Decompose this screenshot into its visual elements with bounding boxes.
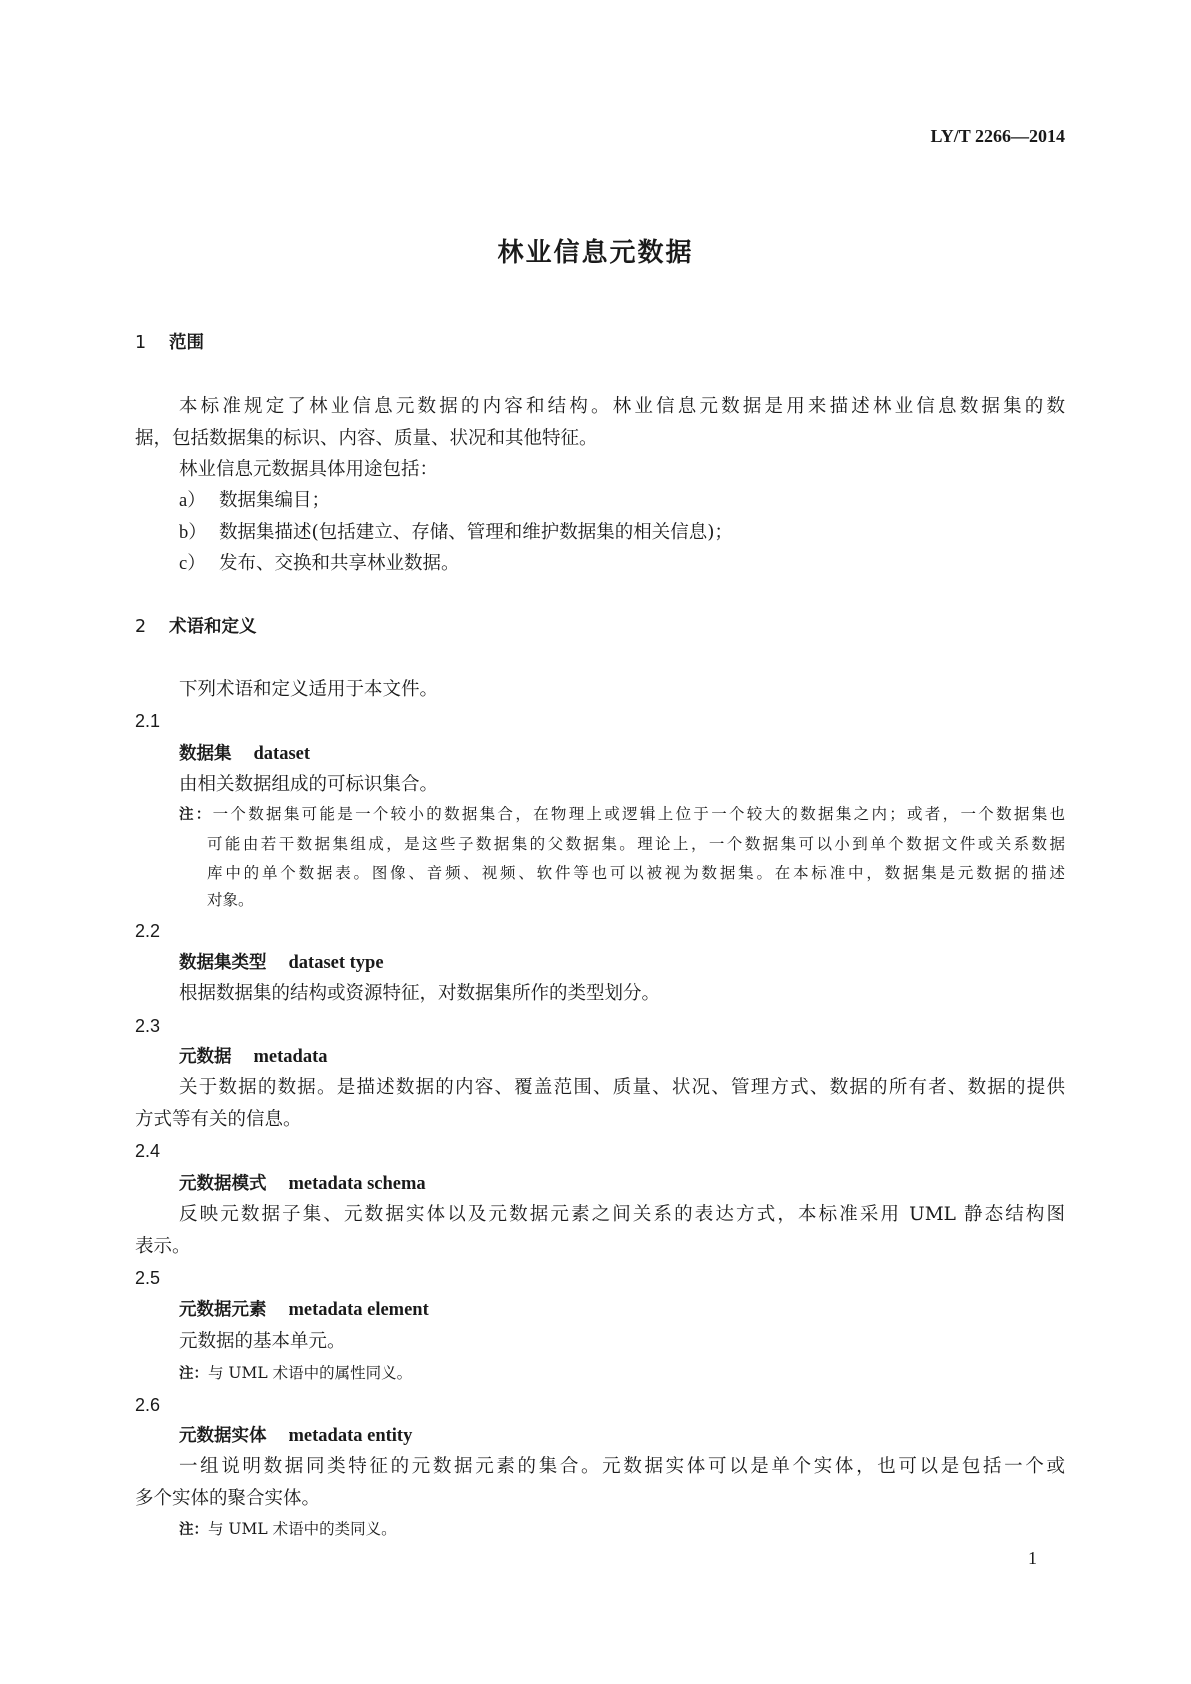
- term-en: metadata entity: [288, 1426, 413, 1446]
- term-zh: 数据集类型: [179, 953, 267, 973]
- definition: 根据数据集的结构或资源特征，对数据集所作的类型划分。: [179, 983, 661, 1004]
- definition-line: 反映元数据子集、元数据实体以及元数据元素之间关系的表达方式，本标准采用 UML 静态结构图: [179, 1204, 1065, 1225]
- section-title: 范围: [169, 333, 204, 353]
- term-en: dataset type: [288, 953, 384, 973]
- section-heading-1: [135, 328, 1065, 358]
- term-heading: [179, 948, 1065, 978]
- definition: 元数据的基本单元。: [179, 1331, 346, 1352]
- page-title: 林业信息元数据: [497, 238, 694, 268]
- term-heading: [179, 1295, 1065, 1325]
- definition-line: 关于数据的数据。是描述数据的内容、覆盖范围、质量、状况、管理方式、数据的所有者、数据的提供: [179, 1077, 1065, 1098]
- definition: 由相关数据组成的可标识集合。: [179, 774, 439, 795]
- list-item: [179, 518, 1065, 548]
- paragraph: 林业信息元数据具体用途包括：: [179, 459, 439, 480]
- term-zh: 元数据: [179, 1047, 232, 1067]
- term-zh: 数据集: [179, 744, 232, 764]
- term-zh: 元数据实体: [179, 1426, 267, 1446]
- note-text: 一个数据集可能是一个较小的数据集合，在物理上或逻辑上位于一个较大的数据集之内；或者，一个数据集也: [212, 805, 1066, 823]
- term-en: metadata element: [288, 1300, 429, 1320]
- clause-number: 2.2: [135, 921, 161, 941]
- section-number: 1: [135, 333, 147, 353]
- definition-line: 方式等有关的信息。: [135, 1109, 302, 1130]
- term-heading: [179, 1169, 1065, 1199]
- paragraph-line: 本标准规定了林业信息元数据的内容和结构。林业信息元数据是用来描述林业信息数据集的数: [179, 396, 1065, 417]
- list-marker: c）: [179, 554, 206, 574]
- list-text: 数据集编目；: [219, 490, 331, 511]
- note-line: [179, 800, 1065, 828]
- term-zh: 元数据模式: [179, 1174, 267, 1194]
- note-line: 可能由若干数据集组成，是这些子数据集的父数据集。理论上，一个数据集可以小到单个数据文件或关系数据: [207, 835, 1065, 853]
- clause-number: 2.6: [135, 1395, 161, 1415]
- section-heading-2: [135, 612, 1065, 642]
- note-line: 对象。: [207, 891, 254, 909]
- note-text: 与 UML 术语中的类同义。: [208, 1520, 397, 1538]
- note-label: 注：: [179, 807, 213, 823]
- clause-number: 2.5: [135, 1268, 161, 1288]
- definition-line: 表示。: [135, 1236, 191, 1257]
- section-title: 术语和定义: [169, 617, 257, 637]
- clause-number: 2.1: [135, 711, 161, 731]
- note-line: 库中的单个数据表。图像、音频、视频、软件等也可以被视为数据集。在本标准中，数据集是元数据的描述: [207, 864, 1065, 882]
- list-item: [179, 549, 1065, 579]
- section-number: 2: [135, 617, 147, 637]
- page-number: 1: [1028, 1548, 1037, 1568]
- standard-number: LY/T 2266—2014: [930, 126, 1065, 146]
- paragraph-line: 据，包括数据集的标识、内容、质量、状况和其他特征。: [135, 428, 598, 449]
- list-text: 数据集描述(包括建立、存储、管理和维护数据集的相关信息)；: [219, 522, 733, 543]
- note-label: 注：: [179, 1522, 208, 1538]
- list-text: 发布、交换和共享林业数据。: [219, 553, 460, 574]
- note-line: [179, 1359, 1065, 1387]
- term-en: metadata: [253, 1047, 328, 1067]
- list-marker: b）: [179, 523, 207, 543]
- term-zh: 元数据元素: [179, 1300, 267, 1320]
- term-heading: [179, 1042, 1065, 1072]
- paragraph: 下列术语和定义适用于本文件。: [179, 679, 439, 700]
- definition-line: 一组说明数据同类特征的元数据元素的集合。元数据实体可以是单个实体，也可以是包括一个或: [179, 1456, 1065, 1477]
- term-heading: [179, 739, 1065, 769]
- definition-line: 多个实体的聚合实体。: [135, 1488, 321, 1509]
- note-label: 注：: [179, 1366, 208, 1382]
- term-heading: [179, 1421, 1065, 1451]
- note-text: 与 UML 术语中的属性同义。: [208, 1364, 413, 1382]
- clause-number: 2.4: [135, 1141, 161, 1161]
- note-line: [179, 1515, 1065, 1543]
- term-en: metadata schema: [288, 1174, 426, 1194]
- term-en: dataset: [253, 744, 311, 764]
- list-marker: a）: [179, 491, 206, 511]
- list-item: [179, 486, 1065, 516]
- clause-number: 2.3: [135, 1016, 161, 1036]
